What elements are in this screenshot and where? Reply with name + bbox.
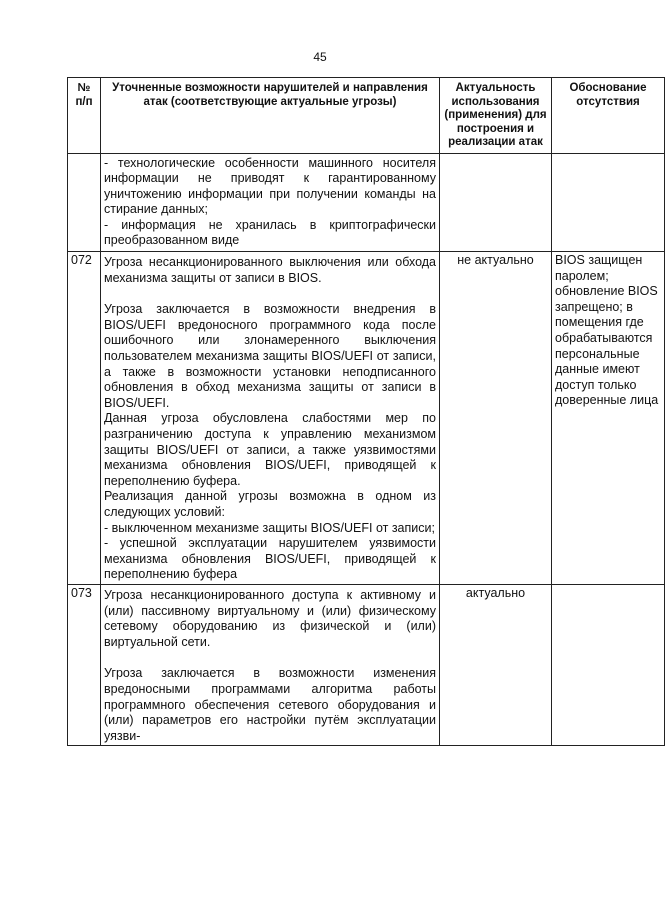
threat-title: Угроза несанкционированного доступа к активному и (или) пассивному виртуальному и (или) физическому сетевому оборудованию из физической и (или) виртуальной сети. (104, 587, 436, 649)
row-num: 072 (68, 252, 101, 585)
header-justification: Обоснование отсутствия (552, 78, 665, 154)
row-num-cell (68, 153, 101, 252)
description-line: - технологические особенности машинного носителя информации не приводят к гарантированному уничтожению информации при получении команды на стирание данных; (104, 155, 436, 217)
header-relevance: Актуальность использования (применения) для построения и реализации атак (440, 78, 552, 154)
row-justification: BIOS защищен паролем; обновление BIOS запрещено; в помещения где обрабатываются персональные данные имеют доступ только доверенные лица (552, 252, 665, 585)
threat-condition: - успешной эксплуатации нарушителем уязвимости механизма обновления BIOS/UEFI, приводящей к переполнению буфера (104, 536, 436, 582)
row-relevance: актуально (440, 584, 552, 745)
table-row-073 (68, 584, 665, 745)
row-justification (552, 584, 665, 745)
table-row-continuation (68, 153, 665, 252)
page-number: 45 (313, 50, 327, 64)
threats-table (67, 77, 665, 746)
threat-paragraph: Данная угроза обусловлена слабостями мер по разграничению доступа к управлению механизмом защиты BIOS/UEFI от записи, а также уязвимостями механизма обновления BIOS/UEFI, приводящей к переполнению буфера. (104, 411, 436, 488)
threat-title: Угроза несанкционированного выключения или обхода механизма защиты от записи в BIOS. (104, 255, 436, 285)
threat-paragraph: Реализация данной угрозы возможна в одном из следующих условий: (104, 489, 436, 519)
header-description: Уточненные возможности нарушителей и направления атак (соответствующие актуальные угрозы) (101, 78, 440, 154)
row-justification-cell (552, 153, 665, 252)
table-header-row (68, 78, 665, 154)
row-relevance: не актуально (440, 252, 552, 585)
header-num: № п/п (68, 78, 101, 154)
threat-condition: - выключенном механизме защиты BIOS/UEFI от записи; (104, 520, 435, 535)
description-line: - информация не хранилась в криптографически преобразованном виде (104, 217, 436, 248)
row-description-cell (101, 584, 440, 745)
threat-paragraph: Угроза заключается в возможности внедрения в BIOS/UEFI вредоносного программного кода после ошибочного или злонамеренного выключения пользователем механизма защиты BIOS/UEFI от записи, а также в возможности установки неподписанного обновления в обход механизма защиты от записи в BIOS/UEFI. (104, 302, 436, 410)
row-description-cell (101, 153, 440, 252)
row-relevance-cell (440, 153, 552, 252)
threat-paragraph: Угроза заключается в возможности изменения вредоносными программами алгоритма работы программного обеспечения сетевого оборудования и (или) параметров его настройки путём эксплуатации уязви- (104, 666, 436, 743)
table-row-072 (68, 252, 665, 585)
row-description-cell (101, 252, 440, 585)
row-num: 073 (68, 584, 101, 745)
